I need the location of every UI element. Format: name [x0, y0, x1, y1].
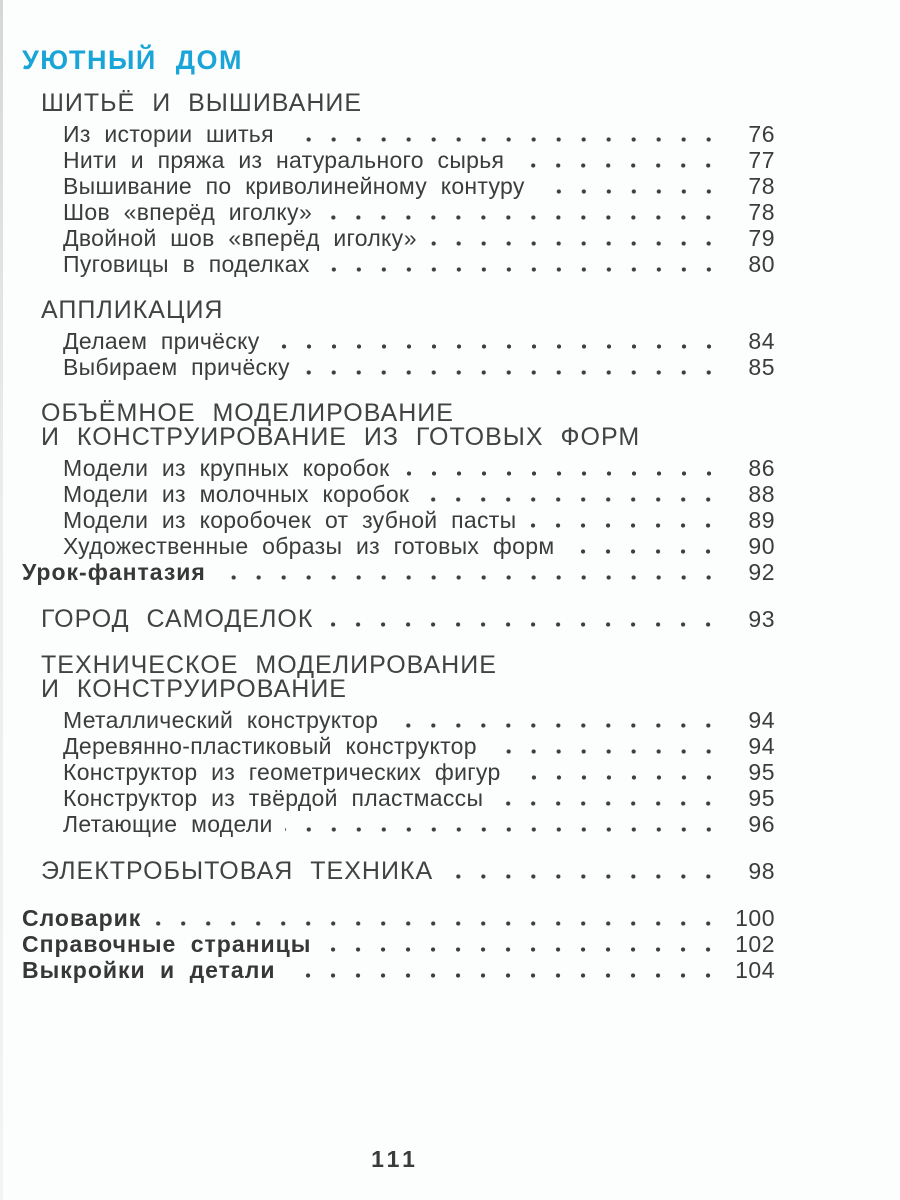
toc-section: [22, 606, 775, 632]
entry-title: Конструктор из геометрических фигур: [63, 759, 501, 785]
entry-page-number: 76: [748, 121, 775, 147]
toc-entry: [22, 759, 775, 785]
entry-page-number: 79: [748, 225, 775, 251]
toc-entry: [22, 957, 775, 983]
dot-leader: [528, 523, 721, 528]
table-of-contents: [22, 91, 775, 983]
toc-entry: [22, 905, 775, 931]
toc-entry: [22, 533, 775, 559]
dot-leader: [516, 163, 721, 168]
dot-leader: [421, 497, 721, 502]
toc-section: [22, 858, 775, 884]
toc-entry: [22, 328, 775, 354]
dot-leader: [489, 749, 721, 754]
toc-section: [22, 298, 775, 380]
toc-entry: [22, 811, 775, 837]
section-header: [22, 606, 775, 632]
section-header: [22, 298, 775, 322]
section-title: ОБЪЁМНОЕ МОДЕЛИРОВАНИЕ: [41, 399, 454, 427]
entry-page-number: 84: [748, 328, 775, 354]
entry-title: Словарик: [22, 905, 142, 931]
toc-entry: [22, 121, 775, 147]
toc-entry: [22, 251, 775, 277]
toc-entry: [22, 455, 775, 481]
toc-section: [22, 91, 775, 277]
section-page-number: 98: [748, 858, 775, 884]
dot-leader: [325, 622, 721, 627]
dot-leader: [445, 874, 721, 879]
page-number: 111: [371, 1146, 419, 1172]
entry-page-number: 95: [748, 759, 775, 785]
dot-leader: [513, 775, 721, 780]
toc-entry: [22, 733, 775, 759]
entry-page-number: 96: [748, 811, 775, 837]
section-title: ТЕХНИЧЕСКОЕ МОДЕЛИРОВАНИЕ: [41, 651, 497, 679]
toc-entry: [22, 707, 775, 733]
toc-section: [22, 653, 775, 837]
entry-page-number: 77: [748, 147, 775, 173]
toc-entry: [22, 507, 775, 533]
entry-page-number: 94: [748, 707, 775, 733]
dot-leader: [302, 370, 721, 375]
entry-page-number: 80: [748, 251, 775, 277]
section-page-number: 93: [748, 606, 775, 632]
entry-page-number: 102: [735, 931, 775, 957]
dot-leader: [324, 215, 721, 220]
section-header: [22, 91, 775, 115]
section-header-row: [22, 858, 775, 884]
entry-title: Модели из молочных коробок: [63, 481, 410, 507]
entry-title: Двойной шов «вперёд иголку»: [63, 225, 417, 251]
dot-leader: [285, 827, 721, 832]
section-title: ШИТЬЁ И ВЫШИВАНИЕ: [41, 89, 363, 117]
section-title: И КОНСТРУИРОВАНИЕ: [41, 675, 347, 703]
toc-entry: [22, 147, 775, 173]
dot-leader: [566, 549, 721, 554]
chapter-title: УЮТНЫЙ ДОМ: [22, 45, 244, 75]
entry-page-number: 92: [748, 559, 775, 585]
entry-title: Делаем причёску: [63, 328, 260, 354]
dot-leader: [286, 137, 721, 142]
dot-leader: [218, 575, 721, 580]
dot-leader: [402, 471, 722, 476]
toc-section: [22, 905, 775, 983]
dot-leader: [272, 344, 722, 349]
toc-entry: [22, 931, 775, 957]
section-header: [22, 653, 775, 701]
entry-title: Выбираем причёску: [63, 354, 290, 380]
entry-title: Конструктор из твёрдой пластмассы: [63, 785, 484, 811]
section-header-row: [22, 606, 775, 632]
entry-title: Модели из коробочек от зубной пасты: [63, 507, 517, 533]
entry-title: Деревянно-пластиковый конструктор: [63, 733, 477, 759]
entry-page-number: 89: [748, 507, 775, 533]
section-header: [22, 401, 775, 449]
dot-leader: [495, 801, 721, 806]
toc-entry: [22, 481, 775, 507]
dot-leader: [429, 241, 721, 246]
dot-leader: [537, 189, 721, 194]
toc-entry: [22, 225, 775, 251]
entry-title: Выкройки и детали: [22, 957, 276, 983]
toc-entry: [22, 559, 775, 585]
entry-title: Металлический конструктор: [63, 707, 379, 733]
entry-page-number: 90: [748, 533, 775, 559]
toc-entry: [22, 173, 775, 199]
entry-page-number: 104: [735, 957, 775, 983]
toc-entry: [22, 785, 775, 811]
entry-title: Нити и пряжа из натурального сырья: [63, 147, 505, 173]
entry-page-number: 94: [748, 733, 775, 759]
section-title: ГОРОД САМОДЕЛОК: [41, 605, 314, 633]
section-title: И КОНСТРУИРОВАНИЕ ИЗ ГОТОВЫХ ФОРМ: [41, 423, 641, 451]
entry-page-number: 88: [748, 481, 775, 507]
entry-title: Вышивание по криволинейному контуру: [63, 173, 525, 199]
section-title: ЭЛЕКТРОБЫТОВАЯ ТЕХНИКА: [41, 857, 434, 885]
section-header: [22, 858, 775, 884]
entry-title: Урок-фантазия: [22, 559, 206, 585]
dot-leader: [323, 947, 721, 952]
entry-title: Летающие модели: [63, 811, 273, 837]
dot-leader: [322, 267, 721, 272]
entry-page-number: 100: [735, 905, 775, 931]
entry-title: Художественные образы из готовых форм: [63, 533, 555, 559]
entry-page-number: 78: [748, 199, 775, 225]
entry-page-number: 85: [748, 354, 775, 380]
toc-section: [22, 401, 775, 585]
section-title: АППЛИКАЦИЯ: [41, 296, 224, 324]
entry-page-number: 95: [748, 785, 775, 811]
entry-title: Модели из крупных коробок: [63, 455, 390, 481]
entry-title: Из истории шитья: [63, 121, 274, 147]
toc-entry: [22, 354, 775, 380]
entry-title: Справочные страницы: [22, 931, 312, 957]
entry-page-number: 86: [748, 455, 775, 481]
entry-page-number: 78: [748, 173, 775, 199]
toc-entry: [22, 199, 775, 225]
entry-title: Пуговицы в поделках: [63, 251, 310, 277]
entry-title: Шов «вперёд иголку»: [63, 199, 313, 225]
dot-leader: [390, 723, 721, 728]
dot-leader: [153, 921, 721, 926]
dot-leader: [287, 973, 721, 978]
